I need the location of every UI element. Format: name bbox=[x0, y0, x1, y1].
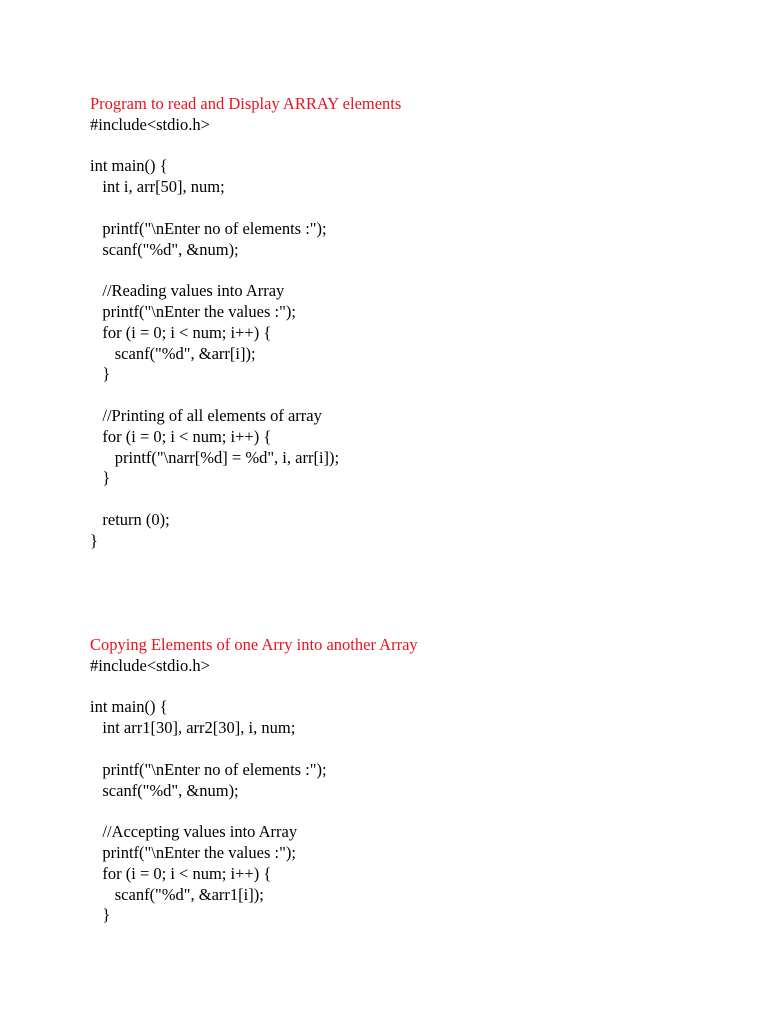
code-line: for (i = 0; i < num; i++) { bbox=[90, 863, 272, 883]
code-line: } bbox=[90, 364, 111, 384]
code-line bbox=[90, 198, 730, 219]
code-line: printf("\nEnter no of elements :"); bbox=[90, 759, 327, 779]
code-line bbox=[90, 677, 730, 698]
code-line: scanf("%d", &num); bbox=[90, 780, 239, 800]
code-line bbox=[90, 801, 730, 822]
section-title: Copying Elements of one Arry into another Array bbox=[90, 635, 418, 654]
code-line: } bbox=[90, 468, 111, 488]
code-line: for (i = 0; i < num; i++) { bbox=[90, 426, 272, 446]
code-line: //Printing of all elements of array bbox=[90, 405, 322, 425]
code-line: printf("\nEnter the values :"); bbox=[90, 842, 296, 862]
code-line bbox=[90, 385, 730, 406]
code-line: printf("\nEnter the values :"); bbox=[90, 301, 296, 321]
code-line: //Reading values into Array bbox=[90, 281, 285, 301]
code-line: printf("\nEnter no of elements :"); bbox=[90, 218, 327, 238]
code-line: scanf("%d", &num); bbox=[90, 239, 239, 259]
code-line: int main() { bbox=[90, 697, 168, 717]
code-line: } bbox=[90, 530, 98, 550]
code-line: //Accepting values into Array bbox=[90, 822, 298, 842]
code-line: printf("\narr[%d] = %d", i, arr[i]); bbox=[90, 447, 340, 467]
code-line bbox=[90, 739, 730, 760]
code-line: for (i = 0; i < num; i++) { bbox=[90, 322, 272, 342]
code-line: scanf("%d", &arr1[i]); bbox=[90, 884, 264, 904]
code-line: int arr1[30], arr2[30], i, num; bbox=[90, 718, 296, 738]
code-line: int i, arr[50], num; bbox=[90, 177, 225, 197]
section-copy-array bbox=[90, 635, 730, 926]
code-line bbox=[90, 136, 730, 157]
code-line: #include<stdio.h> bbox=[90, 114, 210, 134]
code-line: } bbox=[90, 905, 111, 925]
code-line bbox=[90, 260, 730, 281]
code-line: scanf("%d", &arr[i]); bbox=[90, 343, 256, 363]
code-line: int main() { bbox=[90, 156, 168, 176]
section-title: Program to read and Display ARRAY elements bbox=[90, 94, 402, 113]
code-line: return (0); bbox=[90, 509, 170, 529]
code-line bbox=[90, 489, 730, 510]
code-line: #include<stdio.h> bbox=[90, 655, 210, 675]
section-read-display-array bbox=[90, 94, 730, 552]
